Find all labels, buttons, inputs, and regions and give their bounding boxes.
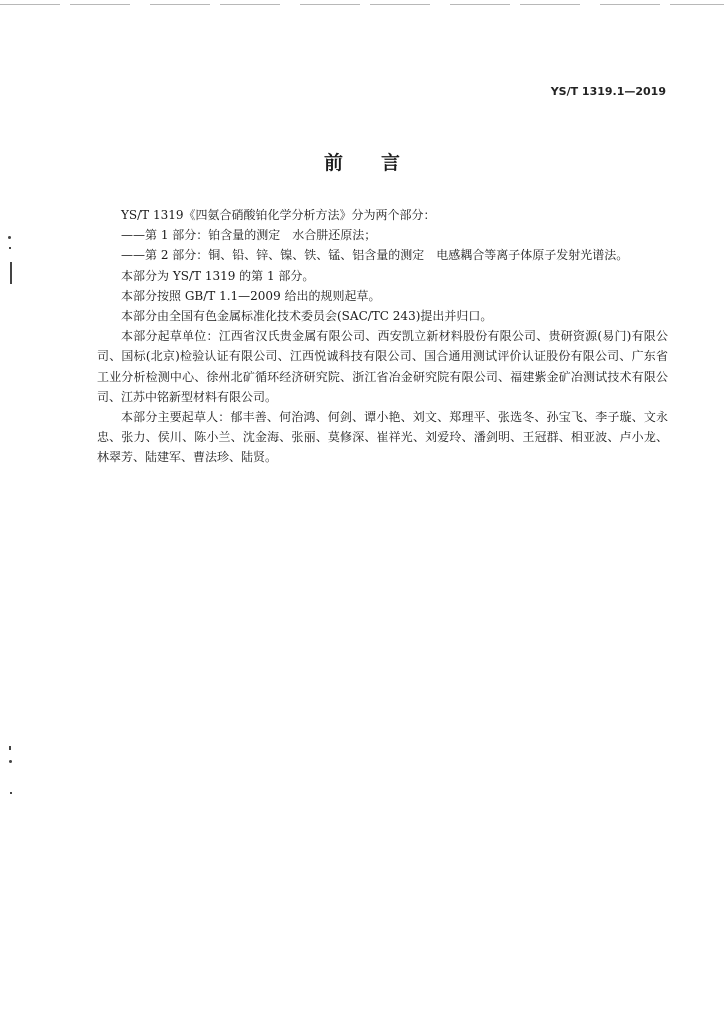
page-title — [0, 148, 724, 175]
paragraph-committee: 本部分由全国有色金属标准化技术委员会(SAC/TC 243)提出并归口。 — [121, 309, 493, 324]
title-char-2: 言 — [381, 152, 401, 174]
title-char-1: 前 — [323, 152, 343, 174]
paragraph-drafters: 本部分主要起草人：郁丰善、何治鸿、何剑、谭小艳、刘文、郑理平、张选冬、孙宝飞、李子璇、文永忠、张力、侯川、陈小兰、沈金海、张丽、莫修深、崔祥光、刘爱玲、潘剑明、王冠群、相亚波、卢小龙、林翠芳、陆建军、曹法珍、陆贤。 — [97, 410, 668, 465]
standard-number: YS/T 1319.1—2019 — [550, 85, 666, 98]
scan-mark — [10, 792, 12, 794]
paragraph-part-1: ——第 1 部分：铂含量的测定 水合肼还原法； — [121, 228, 377, 243]
scan-top-edge — [0, 4, 724, 5]
paragraph-parts-intro: YS/T 1319《四氨合硝酸铂化学分析方法》分为两个部分： — [121, 208, 436, 222]
paragraph-this-part: 本部分为 YS/T 1319 的第 1 部分。 — [121, 268, 315, 283]
paragraph-drafting-rules: 本部分按照 GB/T 1.1—2009 给出的规则起草。 — [121, 288, 381, 303]
paragraph-part-2: ——第 2 部分：铜、铅、锌、镍、铁、锰、铝含量的测定 电感耦合等离子体原子发射光谱法。 — [121, 248, 629, 263]
scan-mark — [9, 760, 12, 763]
scan-mark — [9, 247, 11, 249]
paragraph-drafting-units: 本部分起草单位：江西省汉氏贵金属有限公司、西安凯立新材料股份有限公司、贵研资源(易门)有限公司、国标(北京)检验认证有限公司、江西悦诚科技有限公司、国合通用测试评价认证股份有限公司、广东省工业分析检测中心、徐州北矿循环经济研究院、浙江省冶金研究院有限公司、福建紫金矿冶测试技术有限公司、江苏中铭新型材料有限公司。 — [97, 329, 668, 404]
scan-mark — [8, 236, 11, 239]
foreword-body — [97, 205, 668, 468]
scan-mark — [9, 746, 11, 750]
scan-mark — [10, 262, 12, 284]
